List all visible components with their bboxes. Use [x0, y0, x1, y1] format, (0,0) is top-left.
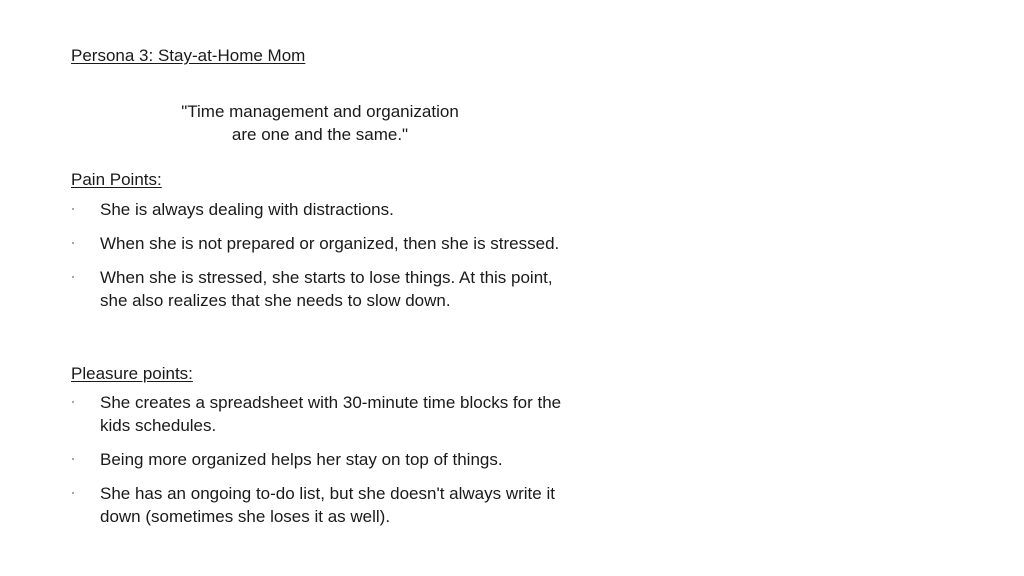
- pain-point-text: When she is not prepared or organized, then she is stressed.: [100, 234, 560, 253]
- pain-points-list: [71, 198, 571, 323]
- list-item: [71, 232, 571, 255]
- quote-line-1: "Time management and organization: [181, 102, 459, 121]
- quote-line-2: are one and the same.": [231, 125, 409, 144]
- pleasure-points-heading: Pleasure points:: [71, 364, 193, 383]
- bullet-icon: [72, 208, 74, 210]
- pain-points-heading: Pain Points:: [71, 170, 162, 189]
- persona-quote: [160, 100, 480, 146]
- list-item: [71, 266, 571, 312]
- pain-point-text: She is always dealing with distractions.: [100, 200, 394, 219]
- list-item: [71, 482, 571, 528]
- pleasure-point-text: Being more organized helps her stay on top of things.: [100, 450, 503, 469]
- bullet-icon: [72, 242, 74, 244]
- list-item: [71, 391, 571, 437]
- list-item: [71, 198, 571, 221]
- pleasure-point-text: She creates a spreadsheet with 30-minute time blocks for the kids schedules.: [100, 393, 562, 435]
- persona-title: Persona 3: Stay-at-Home Mom: [71, 46, 306, 65]
- pleasure-point-text: She has an ongoing to-do list, but she doesn't always write it down (sometimes she loses it as well).: [100, 484, 555, 526]
- list-item: [71, 448, 571, 471]
- bullet-icon: [72, 401, 74, 403]
- bullet-icon: [72, 276, 74, 278]
- pain-point-text: When she is stressed, she starts to lose things. At this point, she also realizes that she needs to slow down.: [100, 268, 553, 310]
- bullet-icon: [72, 492, 74, 494]
- bullet-icon: [72, 458, 74, 460]
- pleasure-points-list: [71, 391, 571, 539]
